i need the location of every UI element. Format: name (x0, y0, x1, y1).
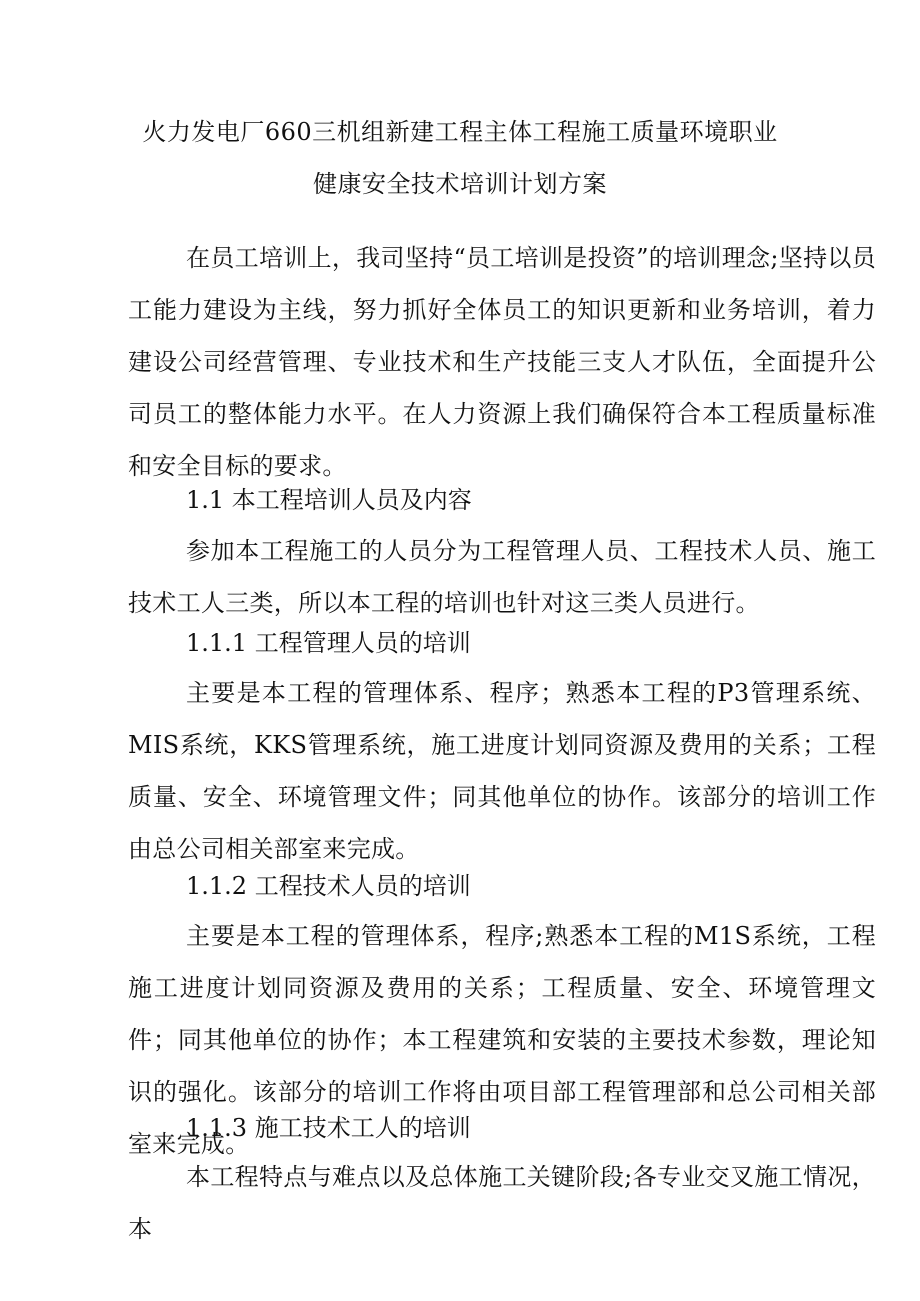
document-title-line-2: 健康安全技术培训计划方案 (313, 170, 607, 198)
section-1-1-2-heading: 1.1.2 工程技术人员的培训 (186, 872, 471, 900)
document-title-line-1: 火力发电厂660三机组新建工程主体工程施工质量环境职业 (142, 118, 778, 146)
section-1-1-1-paragraph: 主要是本工程的管理体系、程序；熟悉本工程的P3管理系统、MIS系统，KKS管理系统，施工进度计划同资源及费用的关系；工程质量、安全、环境管理文件；同其他单位的协作。该部分的培训工作由总公司相关部室来完成。 (128, 679, 876, 863)
section-1-1-3-heading: 1.1.3 施工技术工人的培训 (186, 1114, 471, 1142)
section-1-1-heading: 1.1 本工程培训人员及内容 (186, 486, 472, 514)
section-1-1-paragraph: 参加本工程施工的人员分为工程管理人员、工程技术人员、施工技术工人三类，所以本工程的培训也针对这三类人员进行。 (128, 537, 876, 617)
section-1-1-3-paragraph: 本工程特点与难点以及总体施工关键阶段;各专业交叉施工情况，本 (128, 1163, 876, 1243)
section-1-1-2-paragraph: 主要是本工程的管理体系，程序;熟悉本工程的M1S系统，工程施工进度计划同资源及费用的关系；工程质量、安全、环境管理文件；同其他单位的协作；本工程建筑和安装的主要技术参数，理论知识的强化。该部分的培训工作将由项目部工程管理部和总公司相关部室来完成。 (128, 922, 876, 1158)
section-1-1-1-heading: 1.1.1 工程管理人员的培训 (186, 629, 471, 657)
intro-paragraph: 在员工培训上，我司坚持“员工培训是投资”的培训理念;坚持以员工能力建设为主线，努力抓好全体员工的知识更新和业务培训，着力建设公司经营管理、专业技术和生产技能三支人才队伍，全面提升公司员工的整体能力水平。在人力资源上我们确保符合本工程质量标准和安全目标的要求。 (128, 244, 876, 480)
